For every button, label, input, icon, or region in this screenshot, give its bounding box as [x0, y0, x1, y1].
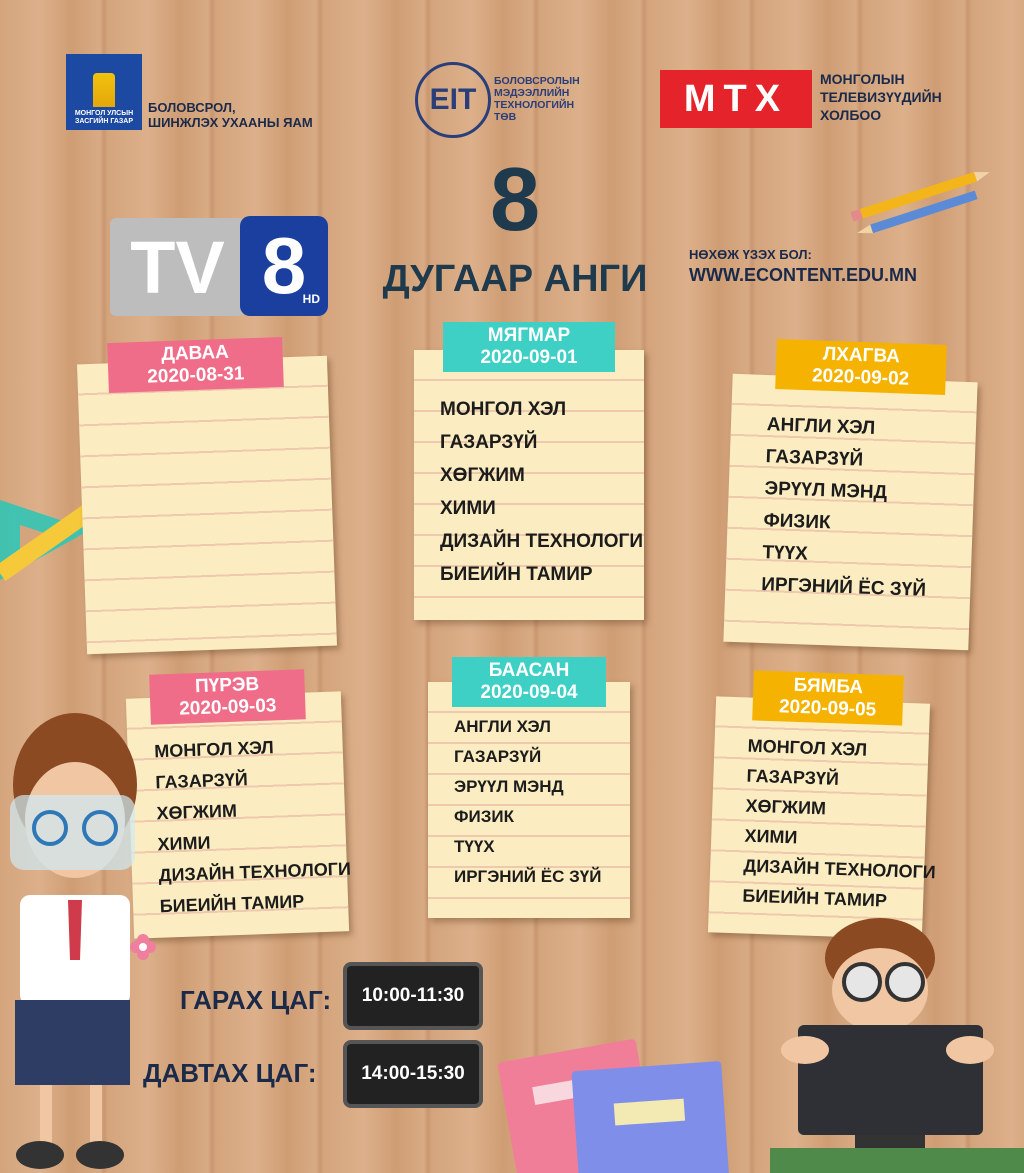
- subject-item: ЭРҮҮЛ МЭНД: [764, 478, 888, 504]
- ministry-line: ШИНЖЛЭХ УХААНЫ ЯАМ: [148, 115, 313, 130]
- flower-icon: [128, 932, 158, 962]
- day-date: 2020-09-04: [480, 682, 578, 703]
- mtx-line: ХОЛБОО: [820, 107, 882, 123]
- subject-item: МОНГОЛ ХЭЛ: [153, 737, 275, 762]
- ministry-line: БОЛОВСРОЛ,: [148, 100, 236, 115]
- tv-hd-badge: HD: [302, 292, 320, 306]
- day-tag-thursday: [149, 669, 306, 724]
- day-tag-wednesday: [775, 339, 947, 395]
- schedule-card-monday: [77, 356, 337, 655]
- day-name: ЛХАГВА: [822, 343, 901, 368]
- subject-item: ГАЗАРЗҮЙ: [155, 769, 249, 793]
- boy-illustration: [770, 910, 1024, 1173]
- day-date: 2020-09-02: [811, 365, 910, 390]
- subject-item: ДИЗАЙН ТЕХНОЛОГИ: [743, 855, 937, 883]
- subject-item: БИЕИЙН ТАМИР: [440, 564, 593, 585]
- watch-later-url[interactable]: WWW.ECONTENT.EDU.MN: [689, 265, 917, 285]
- eit-logo: EIT: [415, 62, 491, 138]
- subject-item: БИЕИЙН ТАМИР: [159, 891, 305, 917]
- repeat-time-display: 14:00-15:30: [343, 1040, 483, 1108]
- subject-item: ХИМИ: [744, 825, 798, 848]
- subject-item: ГАЗАРЗҮЙ: [765, 446, 864, 471]
- grade-number: 8: [489, 150, 541, 250]
- soyombo-icon: [93, 73, 115, 107]
- subject-list-wednesday: [761, 409, 932, 607]
- subject-item: ГАЗАРЗҮЙ: [440, 432, 538, 453]
- ministry-name: [148, 100, 313, 130]
- subject-item: БИЕИЙН ТАМИР: [742, 885, 888, 911]
- subject-item: ДИЗАЙН ТЕХНОЛОГИ: [158, 858, 352, 886]
- eit-line: ТӨВ: [494, 111, 517, 123]
- subject-list-thursday: [154, 730, 353, 923]
- eit-name: [494, 75, 604, 123]
- day-tag-friday: [452, 657, 606, 707]
- government-emblem-logo: [66, 54, 142, 130]
- subject-item: ХӨГЖИМ: [745, 795, 827, 819]
- subject-item: АНГЛИ ХЭЛ: [454, 717, 551, 736]
- pencil-icon: [840, 160, 1000, 240]
- subject-list-saturday: [742, 731, 940, 918]
- tv-logo-number: [240, 216, 328, 316]
- subject-item: ХӨГЖИМ: [440, 465, 525, 486]
- notebook-icon: [495, 1020, 745, 1173]
- day-name: ДАВАА: [161, 341, 230, 366]
- mtx-name: [820, 70, 942, 124]
- subject-item: ЭРҮҮЛ МЭНД: [454, 777, 564, 796]
- emblem-text: МОНГОЛ УЛСЫН ЗАСГИЙН ГАЗАР: [74, 110, 134, 125]
- day-date: 2020-08-31: [146, 363, 245, 388]
- day-date: 2020-09-05: [778, 696, 877, 721]
- subject-item: АНГЛИ ХЭЛ: [766, 414, 876, 439]
- subject-item: ТҮҮХ: [454, 837, 495, 856]
- subject-item: ГАЗАРЗҮЙ: [746, 765, 840, 789]
- day-name: БЯМБА: [793, 674, 864, 699]
- eit-line: БОЛОВСРОЛЫН: [494, 75, 580, 87]
- mtx-line: ТЕЛЕВИЗҮҮДИЙН: [820, 89, 942, 105]
- day-date: 2020-09-03: [178, 695, 277, 720]
- subject-item: ФИЗИК: [454, 807, 514, 826]
- eit-line: МЭДЭЭЛЛИЙН: [494, 87, 570, 99]
- subject-item: ФИЗИК: [763, 510, 831, 534]
- subject-item: ТҮҮХ: [762, 542, 809, 565]
- watch-later-label: НӨХӨЖ ҮЗЭХ БОЛ:: [689, 247, 812, 262]
- air-time-display: 10:00-11:30: [343, 962, 483, 1030]
- subject-item: МОНГОЛ ХЭЛ: [747, 735, 868, 760]
- subject-item: ХӨГЖИМ: [156, 800, 238, 824]
- day-date: 2020-09-01: [480, 347, 578, 368]
- day-tag-monday: [107, 337, 284, 393]
- subject-item: ИРГЭНИЙ ЁС ЗҮЙ: [454, 867, 602, 886]
- eit-line: ТЕХНОЛОГИЙН: [494, 99, 575, 111]
- subject-item: ХИМИ: [157, 832, 211, 855]
- day-name: ПҮРЭВ: [194, 673, 260, 698]
- tv-number: 8: [261, 221, 307, 310]
- grade-subtitle: ДУГААР АНГИ: [382, 258, 648, 300]
- subject-item: ХИМИ: [440, 498, 496, 519]
- day-name: БААСАН: [488, 660, 570, 681]
- subject-list-friday: [454, 712, 601, 892]
- subject-item: ДИЗАЙН ТЕХНОЛОГИ: [440, 531, 643, 552]
- subject-item: ИРГЭНИЙ ЁС ЗҮЙ: [760, 574, 927, 601]
- mtx-logo: МТХ: [660, 70, 812, 128]
- subject-item: МОНГОЛ ХЭЛ: [440, 399, 567, 420]
- day-name: МЯГМАР: [487, 325, 571, 346]
- subject-item: ГАЗАРЗҮЙ: [454, 747, 542, 766]
- day-tag-tuesday: [443, 322, 615, 372]
- tv-logo-text: TV: [110, 218, 245, 316]
- day-tag-saturday: [752, 670, 904, 725]
- repeat-time-label: ДАВТАХ ЦАГ:: [143, 1058, 317, 1088]
- subject-list-tuesday: [440, 393, 643, 591]
- air-time-label: ГАРАХ ЦАГ:: [180, 985, 332, 1015]
- mtx-line: МОНГОЛЫН: [820, 71, 905, 87]
